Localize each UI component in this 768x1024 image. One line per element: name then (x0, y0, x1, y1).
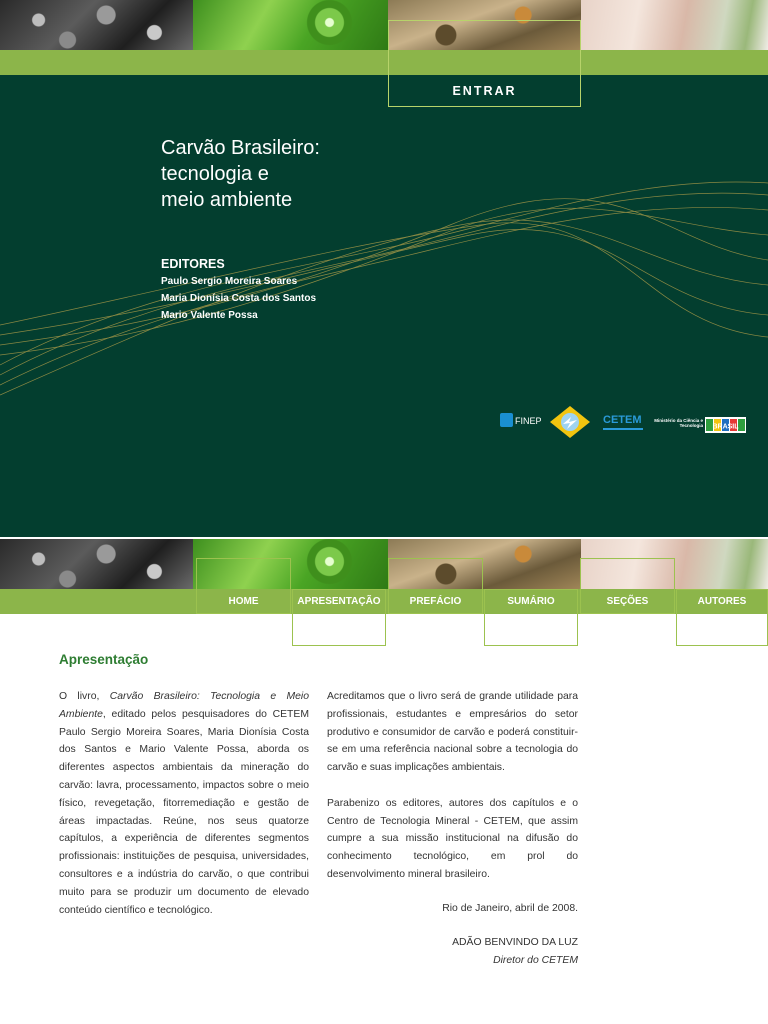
signature-role: Diretor do CETEM (493, 955, 578, 966)
cetem-logo-underline (603, 428, 643, 430)
leaf-photo (193, 0, 388, 50)
left-paragraph-intro: O livro, (59, 691, 110, 702)
enter-label[interactable]: ENTRAR (452, 84, 517, 98)
left-column (59, 688, 309, 919)
finep-logo-label: FINEP (515, 416, 542, 426)
left-paragraph-body: , editado pelos pesquisadores do CETEM Paulo Sergio Moreira Soares, Maria Dionísia Costa dos Santos e Mario Valente Possa, aborda os diferentes aspectos ambientais da mineração do carvão: lavra, processamento, impactos sobre o meio físico, revegetação, fitorremediação e gestão de áreas impactadas. Reúne, nos seus quatorze capítulos, a experiência de diferentes segmentos profissionais: instituições de pesquisa, universidades, consultores e a indústria do carvão, o que contribui muito para se produzir um documento de elevado conteúdo científico e tecnológico. (59, 708, 309, 916)
top-green-bar (0, 50, 768, 75)
book-title-line-2: tecnologia e (161, 163, 269, 185)
right-column (327, 688, 578, 884)
nav-apresentacao[interactable]: APRESENTAÇÃO (297, 596, 381, 607)
hand-photo (581, 0, 768, 50)
place-date: Rio de Janeiro, abril de 2008. (442, 903, 578, 914)
nav-autores[interactable]: AUTORES (697, 596, 747, 607)
right-paragraph-1: Acreditamos que o livro será de grande utilidade para profissionais, estudantes e empresários do setor produtivo e consumidor de carvão e poderá constituir-se em uma referência nacional sobre a tecnologia do carvão e suas implicações ambientais. (327, 691, 578, 774)
nav-home[interactable]: HOME (228, 596, 259, 607)
nav-prefacio[interactable]: PREFÁCIO (409, 596, 462, 607)
book-title (161, 135, 320, 213)
cetem-logo-label: CETEM (603, 414, 642, 426)
left-paragraph (59, 688, 309, 919)
editor-name: Maria Dionísia Costa dos Santos (161, 293, 317, 304)
editor-name: Paulo Sergio Moreira Soares (161, 276, 298, 287)
book-title-italic: Carvão Brasileiro: Tecnologia e Meio Ambiente (59, 691, 310, 720)
editors-heading: EDITORES (161, 257, 225, 271)
signature-name: ADÃO BENVINDO DA LUZ (452, 937, 578, 948)
finep-logo-icon (500, 413, 513, 427)
brasil-logo-text: BRASIL (712, 423, 739, 431)
book-title-line-3: meio ambiente (161, 189, 293, 211)
nav-sumario[interactable]: SUMÁRIO (507, 596, 555, 607)
nav-secoes[interactable]: SEÇÕES (606, 596, 649, 607)
wave-lines-decoration (0, 75, 768, 537)
top-photo-strip (0, 0, 768, 50)
right-paragraph-2: Parabenizo os editores, autores dos capítulos e o Centro de Tecnologia Mineral - CETEM, que assim cumpre a sua missão institucional na difusão do conhecimento tecnológico, em prol do desenvolvimento mineral brasileiro. (327, 797, 578, 880)
coal-photo (0, 539, 193, 589)
editor-name: Mario Valente Possa (161, 310, 258, 321)
section-title: Apresentação (59, 652, 149, 667)
book-title-line-1: Carvão Brasileiro: (161, 137, 320, 159)
brasil-logo-icon (705, 417, 746, 433)
coal-photo (0, 0, 193, 50)
mct-logo-label: Ministério da Ciência e Tecnologia (654, 418, 703, 428)
hero-panel (0, 75, 768, 537)
ministry-globe-logo-icon (549, 405, 591, 439)
